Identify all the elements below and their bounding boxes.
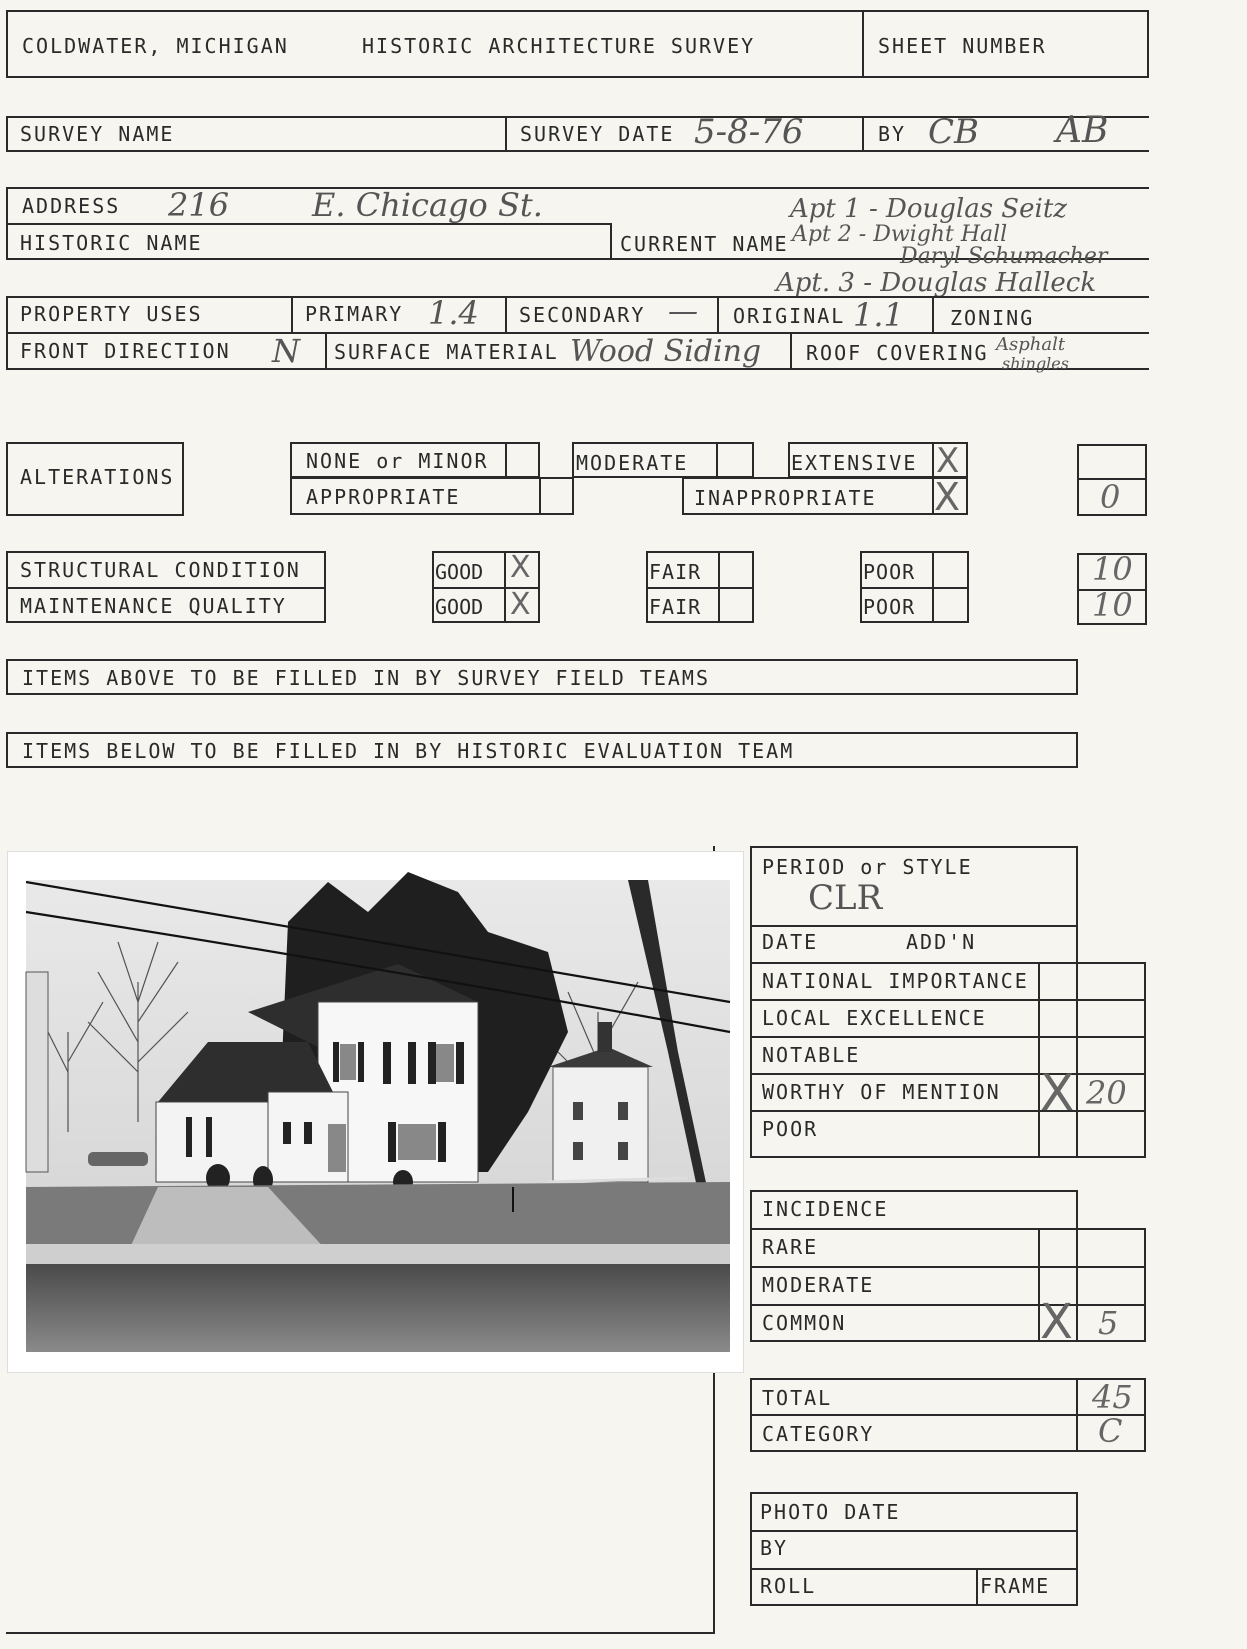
survey-divider-1: [505, 116, 507, 152]
property-uses-label: PROPERTY USES: [20, 302, 203, 326]
totals-divider: [750, 1414, 1146, 1416]
incidence-label: INCIDENCE: [762, 1197, 889, 1221]
notable-label: NOTABLE: [762, 1043, 861, 1067]
house-photo-icon: [8, 852, 743, 1372]
frame-label: FRAME: [980, 1574, 1051, 1598]
survey-date-label: SURVEY DATE: [520, 122, 675, 146]
address-street: E. Chicago St.: [312, 186, 543, 224]
evaluation-team-note: ITEMS BELOW TO BE FILLED IN BY HISTORIC EVALUATION TEAM: [22, 739, 795, 763]
photo-date-label: PHOTO DATE: [760, 1500, 901, 1524]
surface-material-value: Wood Siding: [570, 334, 762, 369]
poor-check-divider: [932, 551, 934, 623]
category-label: CATEGORY: [762, 1422, 875, 1446]
total-label: TOTAL: [762, 1386, 833, 1410]
current-name-line-4: Apt. 3 - Douglas Halleck: [776, 268, 1097, 298]
zoning-label: ZONING: [950, 306, 1035, 330]
historic-name-label: HISTORIC NAME: [20, 231, 203, 255]
surveyed-by-value: CB: [928, 112, 979, 152]
date-label: DATE: [762, 930, 819, 954]
frame-divider: [976, 1568, 978, 1606]
good-label-structural: GOOD: [435, 560, 484, 584]
secondary-value: —: [668, 294, 698, 329]
addn-label: ADD'N: [906, 930, 977, 954]
current-name-line-2: Apt 2 - Dwight Hall: [792, 222, 1008, 247]
current-name-line-3: Daryl Schumacher: [900, 244, 1108, 269]
total-value: 45: [1092, 1378, 1133, 1416]
local-excellence-label: LOCAL EXCELLENCE: [762, 1006, 987, 1030]
prop-divider-2: [505, 296, 507, 332]
moderate-incidence-label: MODERATE: [762, 1273, 875, 1297]
category-value: C: [1098, 1412, 1123, 1450]
eval-note-right: [1076, 732, 1078, 768]
prop-divider-1: [291, 296, 293, 332]
alterations-score: 0: [1100, 478, 1121, 516]
good-check-divider: [504, 551, 506, 623]
fair-label-structural: FAIR: [649, 560, 702, 584]
original-label: ORIGINAL: [733, 304, 846, 328]
address-number: 216: [168, 186, 230, 224]
rare-divider: [750, 1228, 1078, 1230]
inappropriate-checkmark: X: [934, 475, 961, 519]
poor-rating-divider: [750, 1110, 1146, 1112]
survey-divider-2: [862, 116, 864, 152]
photo-by-divider: [750, 1530, 1078, 1532]
common-divider: [750, 1304, 1146, 1306]
header-divider: [862, 10, 864, 78]
worthy-score: 20: [1086, 1074, 1127, 1112]
structural-score: 10: [1092, 550, 1133, 588]
roof-covering-label: ROOF COVERING: [806, 341, 989, 365]
none-minor-check-divider: [505, 442, 507, 478]
extensive-label: EXTENSIVE: [791, 451, 918, 475]
front-direction-value: N: [272, 332, 300, 370]
sheet-number-label: SHEET NUMBER: [878, 34, 1047, 58]
photo-by-label: BY: [760, 1536, 789, 1560]
prop-divider-3: [717, 296, 719, 332]
poor-label-maintenance: POOR: [863, 595, 916, 619]
moderate-label: MODERATE: [576, 451, 689, 475]
fair-divider: [646, 587, 754, 589]
survey-title: HISTORIC ARCHITECTURE SURVEY: [362, 34, 756, 58]
moderate-check-divider: [716, 442, 718, 478]
survey-name-label: SURVEY NAME: [20, 122, 175, 146]
survey-date-value: 5-8-76: [694, 112, 804, 152]
front-direction-label: FRONT DIRECTION: [20, 339, 231, 363]
poor-rating-label: POOR: [762, 1117, 819, 1141]
current-name-divider: [610, 223, 612, 260]
roll-label: ROLL: [760, 1574, 817, 1598]
structural-condition-label: STRUCTURAL CONDITION: [20, 558, 301, 582]
rating-grid-right: [1038, 962, 1146, 1158]
inappropriate-label: INAPPROPRIATE: [694, 486, 877, 510]
good-label-maintenance: GOOD: [435, 595, 484, 619]
poor-label-structural: POOR: [863, 560, 916, 584]
original-value: 1.1: [853, 296, 904, 334]
common-checkmark: X: [1040, 1294, 1073, 1350]
current-name-label: CURRENT NAME: [620, 232, 789, 256]
maintenance-quality-label: MAINTENANCE QUALITY: [20, 594, 287, 618]
fair-label-maintenance: FAIR: [649, 595, 702, 619]
address-label: ADDRESS: [22, 194, 121, 218]
primary-value: 1.4: [428, 294, 479, 332]
worthy-checkmark: X: [1040, 1064, 1075, 1122]
worthy-of-mention-label: WORTHY OF MENTION: [762, 1080, 1001, 1104]
roof-covering-value-2: shingles: [1002, 354, 1069, 373]
appropriate-label: APPROPRIATE: [306, 485, 461, 509]
extensive-checkmark: X: [936, 441, 960, 481]
field-team-note: ITEMS ABOVE TO BE FILLED IN BY SURVEY FIELD TEAMS: [22, 666, 711, 690]
maintenance-good-checkmark: X: [510, 587, 531, 622]
fair-check-divider: [718, 551, 720, 623]
prop-divider-4: [932, 296, 934, 332]
national-importance-label: NATIONAL IMPORTANCE: [762, 969, 1029, 993]
poor-divider: [860, 587, 969, 589]
city-label: COLDWATER, MICHIGAN: [22, 34, 289, 58]
period-divider: [750, 925, 1078, 927]
none-minor-label: NONE or MINOR: [306, 449, 489, 473]
surveyed-by-value-2: AB: [1056, 110, 1109, 151]
national-divider: [750, 962, 1078, 964]
roof-covering-value-1: Asphalt: [996, 334, 1066, 355]
moderate-inc-divider: [750, 1266, 1146, 1268]
surface-material-label: SURFACE MATERIAL: [334, 340, 559, 364]
maintenance-score: 10: [1092, 586, 1133, 624]
structural-good-checkmark: X: [510, 550, 531, 585]
alterations-label: ALTERATIONS: [20, 465, 175, 489]
period-style-label: PERIOD or STYLE: [762, 855, 973, 879]
surveyed-by-label: BY: [878, 122, 907, 146]
photo-roll-divider: [750, 1568, 1078, 1570]
secondary-label: SECONDARY: [519, 303, 646, 327]
appropriate-check-divider: [539, 477, 541, 515]
condition-label-divider: [6, 587, 326, 589]
period-style-value: CLR: [808, 878, 883, 918]
common-label: COMMON: [762, 1311, 847, 1335]
house-photo: [8, 852, 743, 1372]
local-divider: [750, 999, 1146, 1001]
eval-note-left: [6, 732, 8, 768]
current-name-line-1: Apt 1 - Douglas Seitz: [790, 194, 1067, 224]
prop-divider-5: [325, 332, 327, 370]
common-score: 5: [1098, 1304, 1119, 1342]
primary-label: PRIMARY: [305, 302, 404, 326]
notable-divider: [750, 1036, 1146, 1038]
rare-label: RARE: [762, 1235, 819, 1259]
prop-divider-6: [790, 332, 792, 370]
extensive-check-divider: [932, 442, 934, 478]
